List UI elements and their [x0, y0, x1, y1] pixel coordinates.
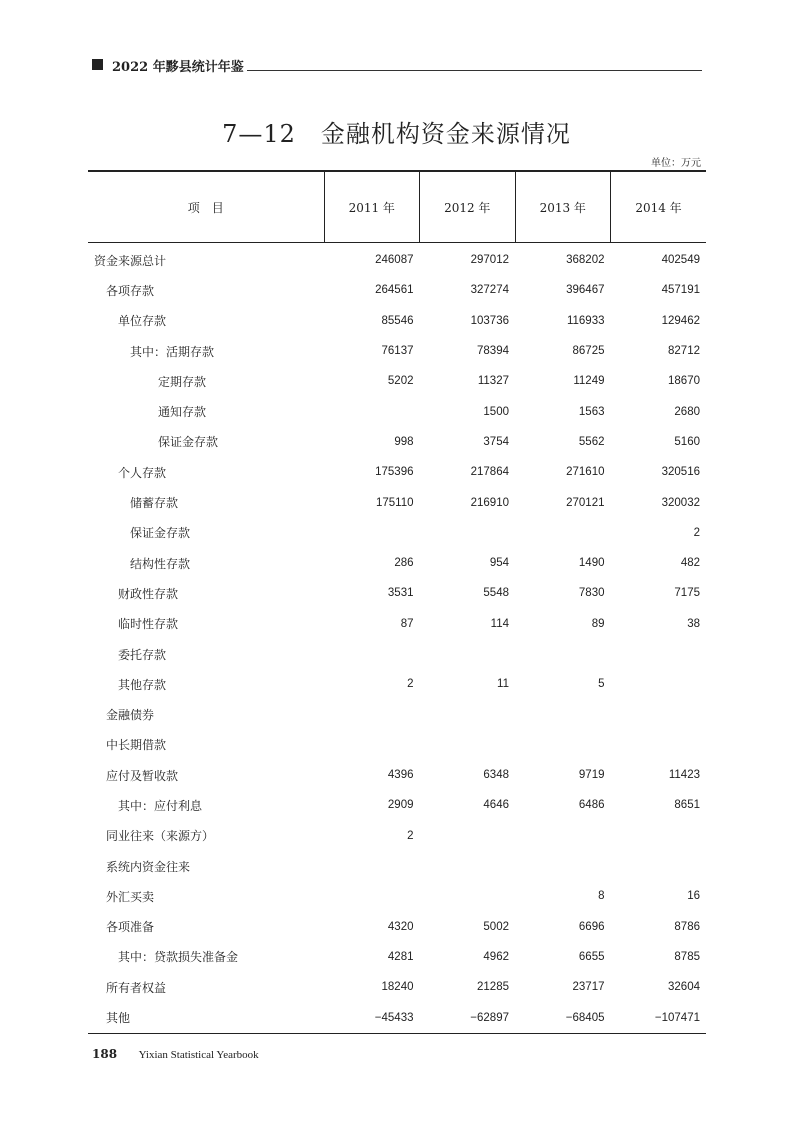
cell-value — [420, 699, 516, 729]
cell-value: 78394 — [477, 345, 509, 358]
cell-value: 76137 — [381, 345, 414, 358]
row-label: 个人存款 — [118, 465, 167, 480]
cell-value — [420, 518, 516, 548]
cell-value: 11249 — [573, 375, 605, 388]
row-label: 其中：活期存款 — [130, 344, 215, 359]
cell-value: 18670 — [668, 375, 700, 388]
cell-value: 11 — [497, 678, 509, 691]
cell-value: 23717 — [572, 981, 605, 994]
page-title: 7—12 金融机构资金来源情况 — [222, 120, 571, 148]
unit-label: 单位：万元 — [651, 158, 701, 169]
cell-value: 114 — [490, 617, 509, 630]
row-label: 临时性存款 — [118, 617, 179, 632]
cell-value: 246087 — [375, 254, 414, 267]
cell-value: 103736 — [470, 314, 509, 327]
cell-value — [515, 730, 611, 760]
table-row — [88, 518, 706, 548]
cell-value: 3754 — [483, 435, 509, 448]
row-label: 资金来源总计 — [94, 253, 167, 268]
cell-value: 6696 — [578, 920, 605, 933]
cell-value — [420, 851, 516, 881]
row-label: 同业往来（来源方） — [106, 829, 215, 844]
cell-value — [515, 699, 611, 729]
row-label: 通知存款 — [158, 405, 207, 420]
cell-value: 4646 — [483, 799, 509, 812]
cell-value: 175110 — [375, 496, 414, 509]
cell-value: 482 — [680, 557, 700, 570]
cell-value: 89 — [591, 617, 605, 630]
cell-value — [420, 730, 516, 760]
cell-value — [420, 821, 516, 851]
table-row — [88, 730, 706, 760]
table-row — [88, 881, 706, 911]
cell-value: 4396 — [387, 769, 414, 782]
cell-value: 396467 — [566, 284, 605, 297]
table-row — [88, 699, 706, 729]
row-label: 保证金存款 — [130, 526, 191, 541]
cell-value — [324, 639, 420, 669]
footer-book-title: Yixian Statistical Yearbook — [138, 1049, 259, 1061]
cell-value: 5562 — [578, 435, 605, 448]
cell-value — [515, 639, 611, 669]
row-label: 其中：贷款损失准备金 — [118, 950, 239, 965]
cell-value: 21285 — [477, 981, 509, 994]
cell-value: 286 — [394, 557, 414, 570]
cell-value — [324, 851, 420, 881]
table-row — [88, 760, 706, 790]
row-label: 中长期借款 — [106, 738, 167, 753]
column-header-item: 项 目 — [88, 171, 324, 243]
cell-value: 1500 — [483, 405, 509, 418]
cell-value: 8786 — [674, 920, 700, 933]
cell-value: 38 — [687, 617, 700, 630]
cell-value: 8 — [598, 890, 605, 903]
cell-value: 6348 — [483, 769, 509, 782]
cell-value — [611, 730, 707, 760]
cell-value: 271610 — [566, 466, 605, 479]
row-label: 储蓄存款 — [130, 496, 179, 511]
cell-value — [324, 881, 420, 911]
cell-value: 7830 — [578, 587, 605, 600]
table-row — [88, 396, 706, 426]
cell-value: 5202 — [387, 375, 414, 388]
table-row — [88, 1002, 706, 1033]
cell-value: 5548 — [483, 587, 509, 600]
book-title: 2022 年黟县统计年鉴 — [112, 60, 244, 75]
cell-value — [324, 518, 420, 548]
row-label: 所有者权益 — [106, 980, 167, 995]
cell-value: 217864 — [470, 466, 509, 479]
cell-value: 2 — [407, 829, 414, 842]
table-row — [88, 942, 706, 972]
cell-value — [420, 639, 516, 669]
cell-value: 4962 — [483, 950, 509, 963]
cell-value: 18240 — [381, 981, 414, 994]
data-table — [88, 170, 706, 1034]
cell-value: 954 — [489, 557, 509, 570]
column-header-2011: 2011 年 — [324, 171, 420, 243]
table-row — [88, 851, 706, 881]
table-row — [88, 275, 706, 305]
cell-value: 11423 — [668, 769, 700, 782]
cell-value: 270121 — [566, 496, 605, 509]
cell-value: 998 — [394, 435, 414, 448]
table-row — [88, 790, 706, 820]
cell-value: 368202 — [566, 254, 605, 267]
table-row — [88, 578, 706, 608]
cell-value: 457191 — [661, 284, 700, 297]
row-label: 其中：应付利息 — [118, 798, 203, 813]
cell-value: 1490 — [578, 557, 605, 570]
column-header-2013: 2013 年 — [515, 171, 611, 243]
table-row — [88, 912, 706, 942]
cell-value — [515, 821, 611, 851]
table-row — [88, 336, 706, 366]
cell-value: 129462 — [661, 314, 700, 327]
cell-value — [324, 396, 420, 426]
cell-value: 16 — [687, 890, 700, 903]
cell-value: 2680 — [674, 405, 700, 418]
cell-value — [611, 699, 707, 729]
row-label: 外汇买卖 — [106, 889, 155, 904]
table-row — [88, 366, 706, 396]
cell-value: 175396 — [375, 466, 414, 479]
cell-value: 4320 — [387, 920, 414, 933]
table-row — [88, 609, 706, 639]
cell-value: 1563 — [578, 405, 605, 418]
cell-value — [324, 730, 420, 760]
table-row — [88, 427, 706, 457]
table-row — [88, 972, 706, 1002]
cell-value — [611, 821, 707, 851]
row-label: 保证金存款 — [158, 435, 219, 450]
row-label: 结构性存款 — [130, 556, 191, 571]
cell-value: 7175 — [674, 587, 700, 600]
cell-value: 402549 — [661, 254, 700, 267]
cell-value: 6655 — [578, 950, 605, 963]
cell-value: 2909 — [387, 799, 414, 812]
row-label: 各项存款 — [106, 283, 155, 298]
cell-value: 85546 — [381, 314, 414, 327]
cell-value: 216910 — [470, 496, 509, 509]
cell-value — [611, 669, 707, 699]
cell-value: 264561 — [375, 284, 414, 297]
column-header-2012: 2012 年 — [420, 171, 516, 243]
cell-value: −107471 — [611, 1002, 707, 1033]
cell-value: 8785 — [674, 950, 700, 963]
cell-value: −62897 — [420, 1002, 516, 1033]
cell-value: 32604 — [668, 981, 700, 994]
table-header — [88, 171, 706, 243]
cell-value: 327274 — [470, 284, 509, 297]
cell-value: 8651 — [674, 799, 700, 812]
cell-value: 2 — [407, 678, 414, 691]
table-row — [88, 639, 706, 669]
cell-value: 116933 — [566, 314, 605, 327]
cell-value: 297012 — [470, 254, 509, 267]
row-label: 应付及暂收款 — [106, 768, 179, 783]
row-label: 其他存款 — [118, 677, 167, 692]
table-row — [88, 457, 706, 487]
cell-value — [324, 699, 420, 729]
cell-value: 6486 — [578, 799, 605, 812]
cell-value — [611, 639, 707, 669]
row-label: 财政性存款 — [118, 586, 179, 601]
cell-value — [611, 851, 707, 881]
cell-value: −45433 — [324, 1002, 420, 1033]
cell-value: 4281 — [387, 950, 414, 963]
cell-value: 11327 — [477, 375, 509, 388]
table-row — [88, 243, 706, 276]
table-body — [88, 243, 706, 1034]
cell-value: 3531 — [387, 587, 414, 600]
page-footer — [92, 1047, 259, 1061]
table-row — [88, 306, 706, 336]
cell-value: 87 — [400, 617, 414, 630]
cell-value: 5160 — [674, 435, 700, 448]
row-label: 各项准备 — [106, 920, 155, 935]
cell-value: 5 — [598, 678, 605, 691]
cell-value — [515, 851, 611, 881]
cell-value: −68405 — [515, 1002, 611, 1033]
table-row — [88, 487, 706, 517]
row-label: 定期存款 — [158, 374, 207, 389]
square-bullet-icon — [92, 59, 103, 70]
cell-value: 320032 — [661, 496, 700, 509]
running-header — [92, 56, 702, 74]
cell-value: 5002 — [483, 920, 509, 933]
cell-value — [420, 881, 516, 911]
cell-value: 320516 — [661, 466, 700, 479]
cell-value — [515, 518, 611, 548]
column-header-2014: 2014 年 — [611, 171, 707, 243]
cell-value: 9719 — [578, 769, 605, 782]
row-label: 系统内资金往来 — [106, 859, 191, 874]
row-label: 单位存款 — [118, 314, 167, 329]
row-label: 委托存款 — [118, 647, 167, 662]
page-number: 188 — [92, 1047, 118, 1061]
row-label: 其他 — [88, 1002, 324, 1033]
row-label: 金融债券 — [106, 708, 155, 723]
table-row — [88, 821, 706, 851]
cell-value: 2 — [693, 526, 700, 539]
table-row — [88, 669, 706, 699]
table-row — [88, 548, 706, 578]
cell-value: 86725 — [572, 345, 605, 358]
cell-value: 82712 — [668, 345, 700, 358]
header-rule — [247, 70, 702, 71]
